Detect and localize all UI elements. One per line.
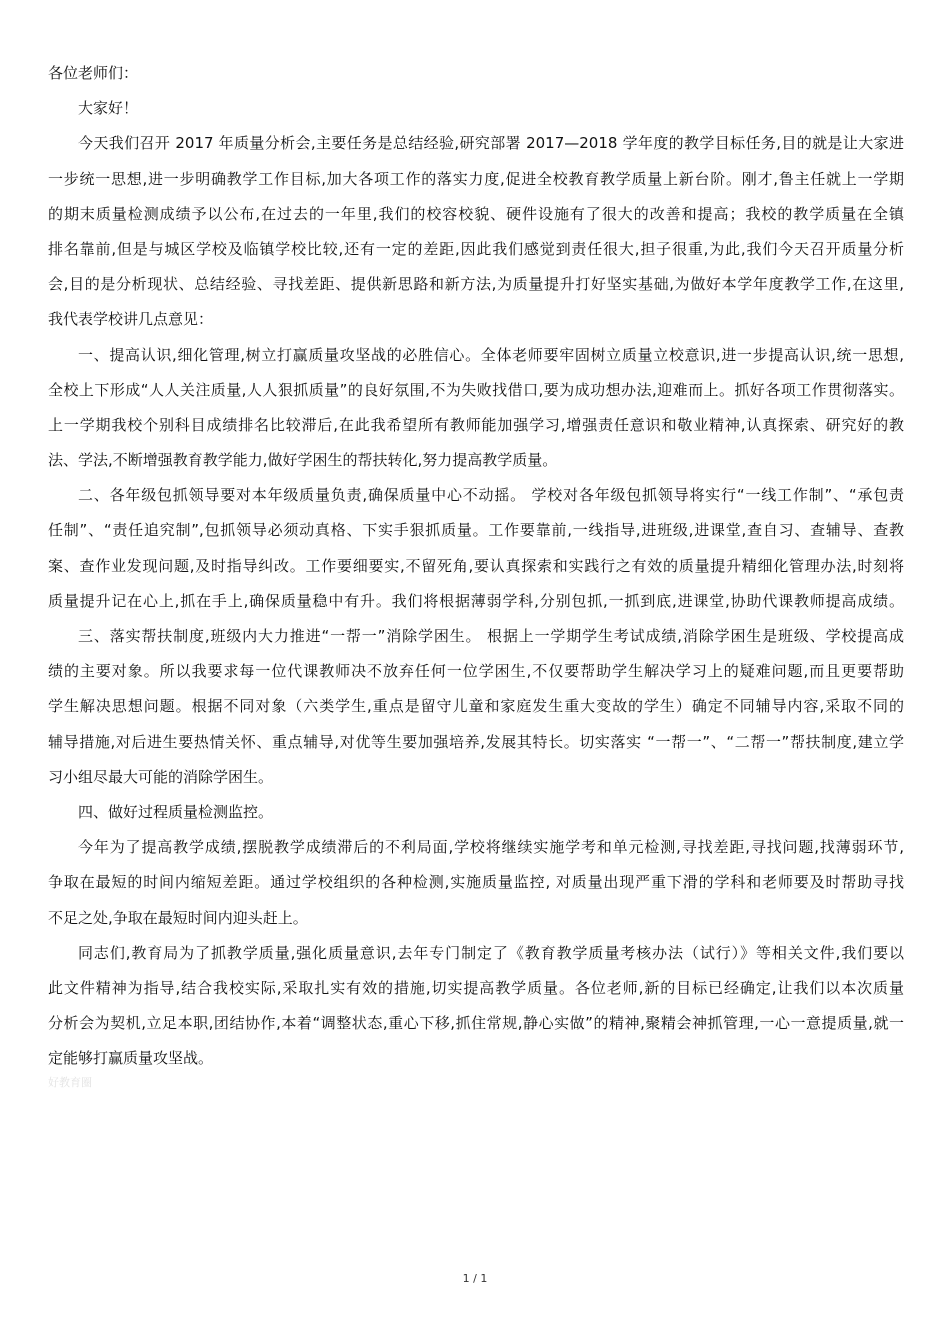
document-body <box>48 56 904 1076</box>
document-line: 各位老师们： <box>48 64 139 82</box>
document-line: 辅导措施,对后进生要热情关怀、重点辅导,对优等生要加强培养,发展其特长。切实落实 “一帮一”、“二帮一”帮扶制度,建立学 <box>48 732 904 751</box>
document-line: 二、各年级包抓领导要对本年级质量负责,确保质量中心不动摇。 学校对各年级包抓领导将实行“一线工作制”、“承包责 <box>78 486 904 505</box>
document-line: 我代表学校讲几点意见： <box>48 310 214 329</box>
document-line: 定能够打赢质量攻坚战。 <box>48 1049 214 1068</box>
document-line: 今天我们召开 2017 年质量分析会,主要任务是总结经验,研究部署 2017—2018 学年度的教学目标任务,目的就是让大家进 <box>78 134 904 153</box>
document-line: 全校上下形成“人人关注质量,人人狠抓质量”的良好氛围,不为失败找借口,要为成功想办法,迎难而上。抓好各项工作贯彻落实。 <box>48 380 904 399</box>
document-line: 的期末质量检测成绩予以公布,在过去的一年里,我们的校容校貌、硬件设施有了很大的改善和提高；我校的教学质量在全镇 <box>48 204 904 223</box>
document-line: 此文件精神为指导,结合我校实际,采取扎实有效的措施,切实提高教学质量。各位老师,新的目标已经确定,让我们以本次质量 <box>48 978 904 997</box>
document-line: 大家好！ <box>78 99 139 118</box>
document-line: 一步统一思想,进一步明确教学工作目标,加大各项工作的落实力度,促进全校教育教学质量上新台阶。刚才,鲁主任就上一学期 <box>48 169 904 188</box>
document-line: 上一学期我校个别科目成绩排名比较滞后,在此我希望所有教师能加强学习,增强责任意识和敬业精神,认真探索、研究好的教 <box>48 415 904 434</box>
document-line: 习小组尽最大可能的消除学困生。 <box>48 767 274 786</box>
document-line: 案、查作业发现问题,及时指导纠改。工作要细要实,不留死角,要认真探索和实践行之有效的质量提升精细化管理办法,时刻将 <box>48 556 904 575</box>
document-line: 学生解决思想问题。根据不同对象（六类学生,重点是留守儿童和家庭发生重大变故的学生）确定不同辅导内容,采取不同的 <box>48 697 904 716</box>
document-line: 质量提升记在心上,抓在手上,确保质量稳中有升。我们将根据薄弱学科,分别包抓,一抓到底,进课堂,协助代课教师提高成绩。 <box>48 591 904 610</box>
document-line: 会,目的是分析现状、总结经验、寻找差距、提供新思路和新方法,为质量提升打好坚实基础,为做好本学年度教学工作,在这里, <box>48 275 904 294</box>
document-line: 同志们,教育局为了抓教学质量,强化质量意识,去年专门制定了《教育教学质量考核办法（试行）》等相关文件,我们要以 <box>78 943 904 962</box>
document-line: 一、提高认识,细化管理,树立打赢质量攻坚战的必胜信心。全体老师要牢固树立质量立校意识,进一步提高认识,统一思想, <box>78 345 904 364</box>
document-line: 四、做好过程质量检测监控。 <box>78 802 274 821</box>
document-line: 不足之处,争取在最短时间内迎头赶上。 <box>48 908 308 927</box>
document-line: 任制”、“责任追究制”,包抓领导必须动真格、下实手狠抓质量。工作要靠前,一线指导,进班级,进课堂,查自习、查辅导、查教 <box>48 521 904 540</box>
document-line: 排名靠前,但是与城区学校及临镇学校比较,还有一定的差距,因此我们感觉到责任很大,担子很重,为此,我们今天召开质量分析 <box>48 239 904 258</box>
document-line: 今年为了提高教学成绩,摆脱教学成绩滞后的不利局面,学校将继续实施学考和单元检测,寻找差距,寻找问题,找薄弱环节, <box>78 838 904 857</box>
document-line: 绩的主要对象。所以我要求每一位代课教师决不放弃任何一位学困生,不仅要帮助学生解决学习上的疑难问题,而且更要帮助 <box>48 662 904 681</box>
document-line: 争取在最短的时间内缩短差距。通过学校组织的各种检测,实施质量监控, 对质量出现严重下滑的学科和老师要及时帮助寻找 <box>48 873 904 892</box>
document-line: 分析会为契机,立足本职,团结协作,本着“调整状态,重心下移,抓住常规,静心实做”的精神,聚精会神抓管理,一心一意提质量,就一 <box>48 1014 904 1033</box>
watermark-text: 好教育圈 <box>48 1076 92 1089</box>
document-line: 三、落实帮扶制度,班级内大力推进“一帮一”消除学困生。 根据上一学期学生考试成绩,消除学困生是班级、学校提高成 <box>78 627 904 645</box>
document-line: 法、学法,不断增强教育教学能力,做好学困生的帮扶转化,努力提高教学质量。 <box>48 451 558 470</box>
page-number: 1 / 1 <box>462 1272 488 1285</box>
